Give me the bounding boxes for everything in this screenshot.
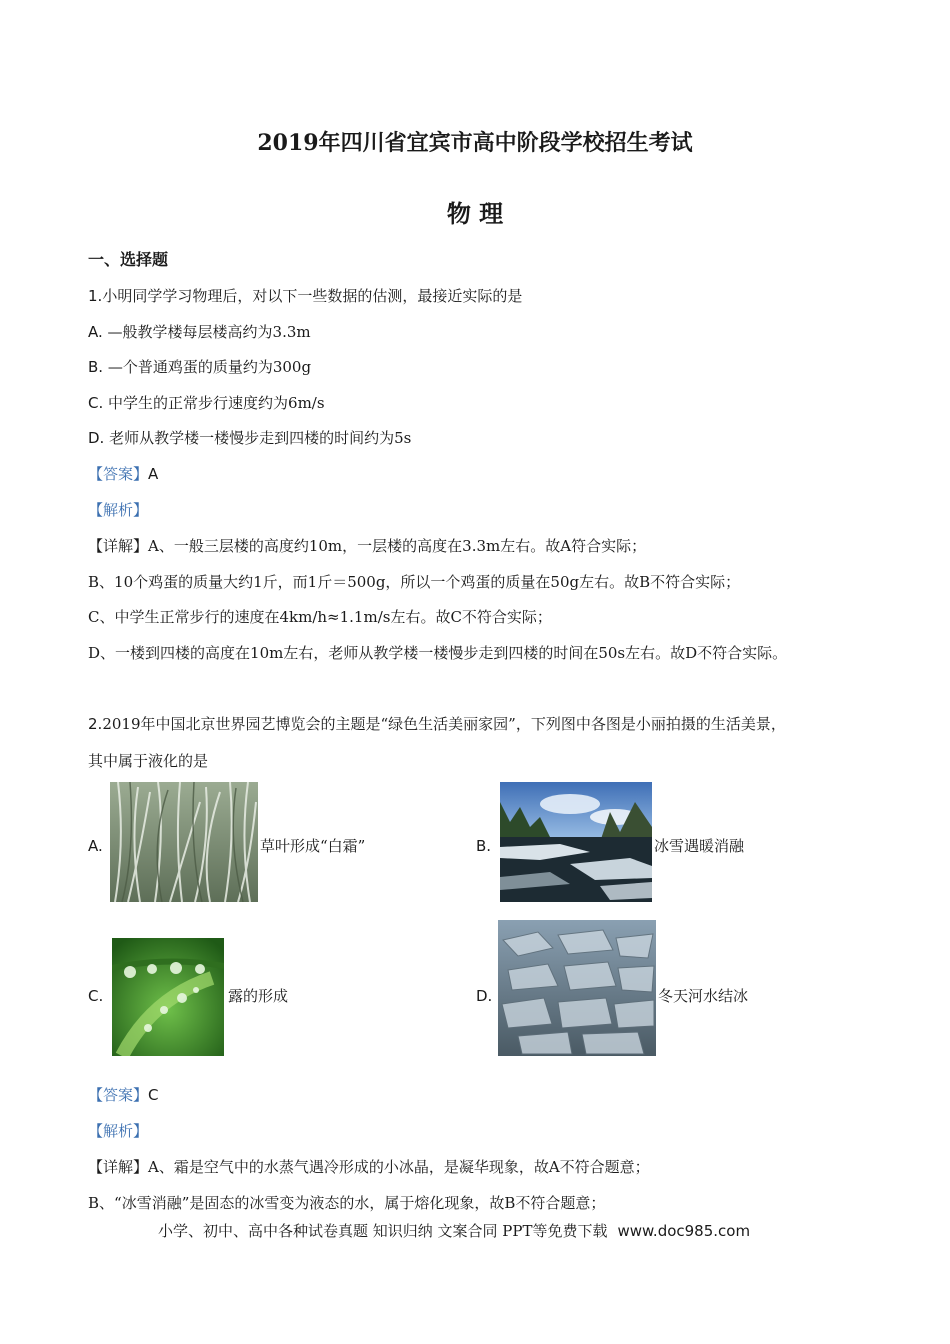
q1-detail-a: [88, 536, 646, 556]
section-heading: 一、选择题: [88, 250, 169, 269]
q2-option-d-letter: D.: [476, 987, 493, 1005]
q2-answer: [88, 1085, 159, 1105]
q1-detail-b: B、10个鸡蛋的质量大约1斤，而1斤＝500g，所以一个鸡蛋的质量在50g左右。故B不符合实际；: [88, 573, 741, 591]
footer-url-link[interactable]: www.doc985.com: [617, 1222, 751, 1240]
q1-analysis-tag: 【解析】: [88, 501, 149, 519]
q2-option-c-letter: C.: [88, 987, 104, 1005]
q1-detail-c: C、中学生正常步行的速度在4km/h≈1.1m/s左右。故C不符合实际；: [88, 608, 552, 626]
detail-tag: 【详解】: [88, 1158, 149, 1176]
q1-option-b: [88, 357, 311, 377]
q1-option-d: [88, 428, 411, 448]
q1-option-c: [88, 393, 325, 413]
q2-option-c-caption: 露的形成: [228, 987, 289, 1005]
frosted-grass-photo: [110, 782, 258, 902]
option-letter: C.: [88, 394, 104, 412]
question-2-stem-line2: 其中属于液化的是: [88, 752, 209, 770]
question-number: 2.: [88, 715, 103, 733]
question-text: 小明同学学习物理后，对以下一些数据的估测，最接近实际的是: [102, 287, 523, 305]
answer-value: C: [148, 1086, 159, 1104]
option-text: —个普通鸡蛋的质量约为300g: [103, 358, 312, 376]
question-text: 2019年中国北京世界园艺博览会的主题是“绿色生活美丽家园”，下列图中各图是小丽拍摄的生活美景，: [102, 715, 786, 733]
option-letter: A.: [88, 323, 103, 341]
q1-detail-d: D、一楼到四楼的高度在10m左右，老师从教学楼一楼慢步走到四楼的时间在50s左右。故D不符合实际。: [88, 644, 788, 662]
option-text: 老师从教学楼一楼慢步走到四楼的时间约为5s: [104, 429, 412, 447]
q2-option-a-letter: A.: [88, 837, 103, 855]
question-number: 1.: [88, 287, 103, 305]
melting-ice-river-photo: [500, 782, 652, 902]
subject-title: 物 理: [446, 199, 504, 228]
option-text: 中学生的正常步行速度约为6m/s: [103, 394, 325, 412]
q2-option-b-letter: B.: [476, 837, 492, 855]
answer-tag: 【答案】: [88, 1086, 149, 1104]
option-text: —般教学楼每层楼高约为3.3m: [102, 323, 311, 341]
q2-option-b-caption: 冰雪遇暖消融: [654, 837, 745, 855]
answer-value: A: [148, 465, 159, 483]
footer-text: 小学、初中、高中各种试卷真题 知识归纳 文案合同 PPT等免费下载: [158, 1222, 608, 1240]
dew-drops-leaf-photo: [112, 938, 224, 1056]
exam-title: 2019年四川省宜宾市高中阶段学校招生考试: [257, 130, 693, 156]
page-footer: [158, 1220, 750, 1241]
q1-answer: [88, 464, 158, 484]
option-letter: B.: [88, 358, 104, 376]
answer-tag: 【答案】: [88, 465, 149, 483]
option-letter: D.: [88, 429, 105, 447]
question-1-stem: [88, 286, 522, 306]
question-2-stem: [88, 714, 786, 734]
frozen-river-photo: [498, 920, 656, 1056]
q2-analysis-tag: 【解析】: [88, 1122, 149, 1140]
detail-text: A、一般三层楼的高度约10m，一层楼的高度在3.3m左右。故A符合实际；: [148, 537, 647, 555]
q2-option-a-caption: 草叶形成“白霜”: [260, 837, 366, 855]
detail-tag: 【详解】: [88, 537, 149, 555]
q1-option-a: [88, 322, 311, 342]
detail-text: A、霜是空气中的水蒸气遇冷形成的小冰晶，是凝华现象，故A不符合题意；: [148, 1158, 650, 1176]
q2-option-d-caption: 冬天河水结冰: [658, 987, 749, 1005]
q2-detail-a: [88, 1157, 650, 1177]
q2-detail-b: B、“冰雪消融”是固态的冰雪变为液态的水，属于熔化现象，故B不符合题意；: [88, 1194, 606, 1212]
